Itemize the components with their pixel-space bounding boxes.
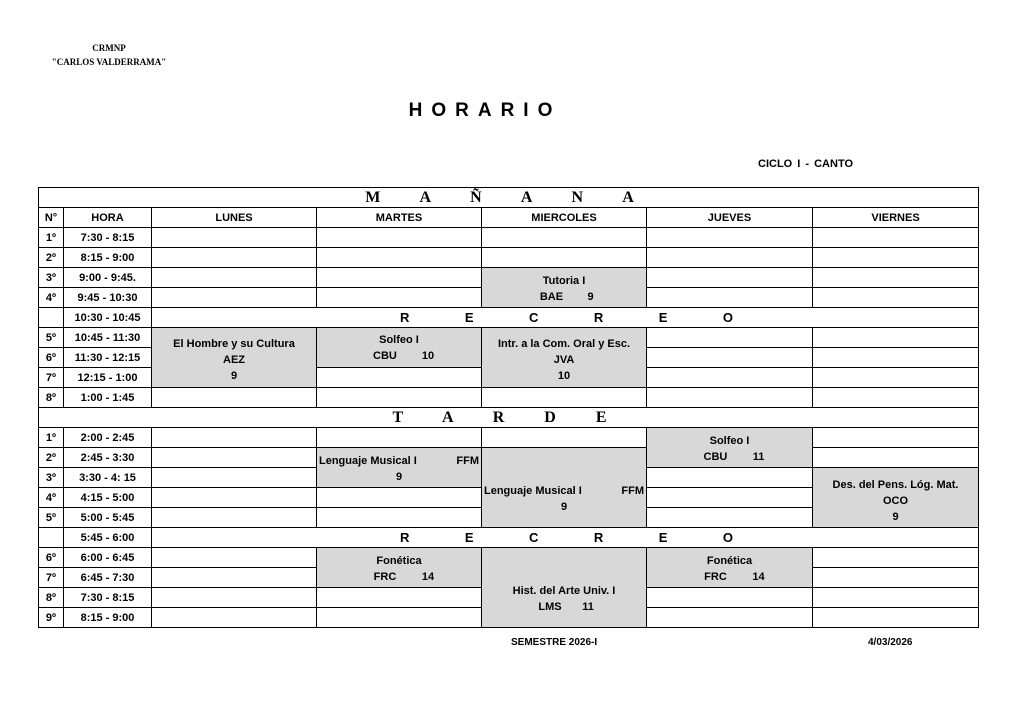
course-name: Tutoria I bbox=[542, 275, 586, 287]
empty-cell bbox=[647, 248, 813, 268]
course-title-line bbox=[317, 453, 481, 469]
empty-cell bbox=[647, 368, 813, 388]
morning-header-row bbox=[39, 188, 979, 208]
empty-cell bbox=[317, 248, 482, 268]
col-header-lunes: LUNES bbox=[152, 208, 317, 228]
empty-cell bbox=[482, 388, 647, 408]
empty-cell bbox=[813, 248, 979, 268]
recess-letter: E bbox=[658, 529, 668, 545]
course-name: Solfeo I bbox=[709, 435, 750, 447]
empty-cell bbox=[647, 388, 813, 408]
table-row bbox=[39, 268, 979, 288]
period-number: 8º bbox=[39, 388, 64, 408]
empty-cell bbox=[317, 588, 482, 608]
table-row bbox=[39, 548, 979, 568]
period-time: 9:45 - 10:30 bbox=[64, 288, 152, 308]
date-label: 4/03/2026 bbox=[868, 637, 913, 648]
period-time: 8:15 - 9:00 bbox=[64, 608, 152, 628]
empty-cell bbox=[152, 508, 317, 528]
course-code: CBU bbox=[703, 451, 728, 463]
course-name: El Hombre y su Cultura bbox=[173, 337, 295, 350]
period-number: 3º bbox=[39, 468, 64, 488]
period-number: 4º bbox=[39, 488, 64, 508]
institution-name: "CARLOS VALDERRAMA" bbox=[51, 57, 167, 67]
empty-cell bbox=[813, 328, 979, 348]
empty-cell bbox=[317, 428, 482, 448]
col-header-jueves: JUEVES bbox=[647, 208, 813, 228]
empty-cell bbox=[152, 228, 317, 248]
page-title: HORARIO bbox=[408, 100, 562, 121]
period-number: 1º bbox=[39, 428, 64, 448]
empty-cell bbox=[647, 288, 813, 308]
empty-cell bbox=[813, 608, 979, 628]
empty-cell bbox=[482, 248, 647, 268]
empty-cell bbox=[152, 568, 317, 588]
course-number: 9 bbox=[587, 291, 594, 303]
empty-cell bbox=[317, 488, 482, 508]
period-number: 5º bbox=[39, 508, 64, 528]
course-hombre-cultura bbox=[152, 328, 317, 388]
course-number: 9 bbox=[395, 470, 403, 483]
course-number: 11 bbox=[752, 451, 765, 463]
course-code: FRC bbox=[373, 571, 397, 583]
col-header-number: N° bbox=[39, 208, 64, 228]
course-number: 10 bbox=[421, 350, 435, 362]
period-time: 10:30 - 10:45 bbox=[64, 308, 152, 328]
recess-row bbox=[39, 308, 979, 328]
empty-cell bbox=[152, 468, 317, 488]
empty-cell bbox=[152, 428, 317, 448]
course-code: FRC bbox=[704, 571, 727, 583]
empty-cell bbox=[813, 428, 979, 448]
empty-cell bbox=[813, 288, 979, 308]
table-row bbox=[39, 428, 979, 448]
empty-cell bbox=[647, 328, 813, 348]
empty-cell bbox=[152, 288, 317, 308]
recess-letter: E bbox=[464, 309, 474, 325]
period-number: 8º bbox=[39, 588, 64, 608]
period-number: 2º bbox=[39, 448, 64, 468]
column-header-row bbox=[39, 208, 979, 228]
course-number: 14 bbox=[421, 571, 435, 583]
recess-letter: O bbox=[722, 529, 733, 545]
course-code: AEZ bbox=[223, 353, 245, 366]
recess-row bbox=[39, 528, 979, 548]
course-name: Hist. del Arte Univ. I bbox=[512, 584, 616, 597]
course-number: 9 bbox=[230, 369, 238, 382]
empty-cell bbox=[317, 388, 482, 408]
course-code-line bbox=[482, 599, 646, 615]
period-time: 10:45 - 11:30 bbox=[64, 328, 152, 348]
course-name: Fonética bbox=[706, 555, 753, 567]
period-number: 6º bbox=[39, 348, 64, 368]
empty-cell bbox=[152, 488, 317, 508]
table-row bbox=[39, 388, 979, 408]
recess-letter: E bbox=[464, 529, 474, 545]
empty-cell bbox=[152, 448, 317, 468]
course-name: Lenguaje Musical I bbox=[319, 454, 417, 467]
course-code-line bbox=[647, 569, 812, 585]
course-name: Lenguaje Musical I bbox=[484, 484, 582, 497]
course-name: Des. del Pens. Lóg. Mat. bbox=[832, 478, 959, 491]
course-solfeo-martes bbox=[317, 328, 482, 368]
course-code-line bbox=[317, 348, 481, 364]
empty-cell bbox=[813, 568, 979, 588]
table-row bbox=[39, 448, 979, 468]
recess-letter: O bbox=[722, 309, 733, 325]
empty-cell bbox=[647, 508, 813, 528]
cycle-label: CICLO I - CANTO bbox=[758, 158, 854, 170]
course-name: Solfeo I bbox=[379, 334, 419, 346]
period-number: 4º bbox=[39, 288, 64, 308]
recess-afternoon bbox=[152, 528, 979, 548]
course-code: JVA bbox=[553, 353, 575, 366]
period-time: 5:00 - 5:45 bbox=[64, 508, 152, 528]
empty-cell bbox=[813, 368, 979, 388]
period-time: 2:45 - 3:30 bbox=[64, 448, 152, 468]
period-number bbox=[39, 528, 64, 548]
course-tutoria bbox=[482, 268, 647, 308]
empty-cell bbox=[647, 488, 813, 508]
empty-cell bbox=[152, 608, 317, 628]
course-code: BAE bbox=[539, 291, 564, 303]
recess-letter: R bbox=[400, 529, 410, 545]
schedule-table bbox=[38, 187, 979, 628]
table-row bbox=[39, 248, 979, 268]
section-afternoon: T A R D E bbox=[39, 408, 979, 428]
course-des-pensamiento bbox=[813, 468, 979, 528]
course-name: Intr. a la Com. Oral y Esc. bbox=[497, 337, 631, 350]
period-time: 4:15 - 5:00 bbox=[64, 488, 152, 508]
course-code-line bbox=[647, 449, 812, 465]
table-row bbox=[39, 228, 979, 248]
section-morning: M A Ñ A N A bbox=[39, 188, 979, 208]
course-number: 9 bbox=[560, 500, 568, 513]
period-number: 3º bbox=[39, 268, 64, 288]
semester-label: SEMESTRE 2026-I bbox=[511, 637, 598, 648]
empty-cell bbox=[813, 268, 979, 288]
recess-letter: R bbox=[400, 309, 410, 325]
empty-cell bbox=[482, 428, 647, 448]
empty-cell bbox=[152, 548, 317, 568]
course-solfeo-jueves bbox=[647, 428, 813, 468]
course-code: FFM bbox=[456, 454, 479, 467]
period-number: 2º bbox=[39, 248, 64, 268]
empty-cell bbox=[813, 228, 979, 248]
empty-cell bbox=[152, 388, 317, 408]
recess-letter: E bbox=[658, 309, 668, 325]
period-time: 7:30 - 8:15 bbox=[64, 588, 152, 608]
empty-cell bbox=[152, 248, 317, 268]
period-time: 9:00 - 9:45. bbox=[64, 268, 152, 288]
course-code: FFM bbox=[621, 484, 644, 497]
empty-cell bbox=[317, 368, 482, 388]
empty-cell bbox=[317, 268, 482, 288]
course-number: 9 bbox=[892, 510, 899, 523]
period-time: 1:00 - 1:45 bbox=[64, 388, 152, 408]
period-time: 2:00 - 2:45 bbox=[64, 428, 152, 448]
course-number: 11 bbox=[582, 600, 594, 613]
period-time: 5:45 - 6:00 bbox=[64, 528, 152, 548]
period-number: 9º bbox=[39, 608, 64, 628]
course-code-line bbox=[317, 569, 481, 585]
course-lenguaje-martes bbox=[317, 448, 482, 488]
empty-cell bbox=[152, 268, 317, 288]
col-header-hora: HORA bbox=[64, 208, 152, 228]
period-time: 8:15 - 9:00 bbox=[64, 248, 152, 268]
period-time: 6:00 - 6:45 bbox=[64, 548, 152, 568]
course-code: OCO bbox=[882, 494, 909, 507]
course-title-line bbox=[482, 483, 646, 499]
empty-cell bbox=[152, 588, 317, 608]
col-header-martes: MARTES bbox=[317, 208, 482, 228]
empty-cell bbox=[813, 548, 979, 568]
period-number bbox=[39, 308, 64, 328]
period-number: 1º bbox=[39, 228, 64, 248]
course-historia-arte bbox=[482, 548, 647, 628]
empty-cell bbox=[317, 288, 482, 308]
empty-cell bbox=[317, 608, 482, 628]
institution-code: CRMNP bbox=[92, 43, 126, 53]
course-code-line bbox=[482, 289, 646, 305]
course-fonetica-jueves bbox=[647, 548, 813, 588]
recess-morning bbox=[152, 308, 979, 328]
period-number: 7º bbox=[39, 368, 64, 388]
afternoon-header-row bbox=[39, 408, 979, 428]
course-lenguaje-miercoles bbox=[482, 448, 647, 528]
recess-letter: C bbox=[529, 529, 539, 545]
period-number: 7º bbox=[39, 568, 64, 588]
recess-letter: R bbox=[593, 529, 604, 545]
period-number: 5º bbox=[39, 328, 64, 348]
period-time: 11:30 - 12:15 bbox=[64, 348, 152, 368]
recess-letter: R bbox=[593, 309, 604, 325]
empty-cell bbox=[647, 468, 813, 488]
empty-cell bbox=[813, 348, 979, 368]
empty-cell bbox=[647, 588, 813, 608]
course-intro-comunicacion bbox=[482, 328, 647, 388]
period-time: 6:45 - 7:30 bbox=[64, 568, 152, 588]
period-number: 6º bbox=[39, 548, 64, 568]
table-row bbox=[39, 328, 979, 348]
period-time: 3:30 - 4: 15 bbox=[64, 468, 152, 488]
recess-letter: C bbox=[529, 309, 539, 325]
course-fonetica-martes bbox=[317, 548, 482, 588]
empty-cell bbox=[317, 228, 482, 248]
period-time: 12:15 - 1:00 bbox=[64, 368, 152, 388]
empty-cell bbox=[813, 388, 979, 408]
empty-cell bbox=[647, 228, 813, 248]
empty-cell bbox=[813, 588, 979, 608]
course-name: Fonética bbox=[376, 555, 422, 567]
col-header-miercoles: MIERCOLES bbox=[482, 208, 647, 228]
empty-cell bbox=[813, 448, 979, 468]
empty-cell bbox=[647, 268, 813, 288]
course-number: 10 bbox=[557, 369, 571, 382]
period-time: 7:30 - 8:15 bbox=[64, 228, 152, 248]
empty-cell bbox=[647, 348, 813, 368]
course-code: CBU bbox=[373, 350, 397, 362]
empty-cell bbox=[647, 608, 813, 628]
empty-cell bbox=[317, 508, 482, 528]
course-code: LMS bbox=[538, 600, 562, 613]
col-header-viernes: VIERNES bbox=[813, 208, 979, 228]
course-number: 14 bbox=[752, 571, 765, 583]
empty-cell bbox=[482, 228, 647, 248]
